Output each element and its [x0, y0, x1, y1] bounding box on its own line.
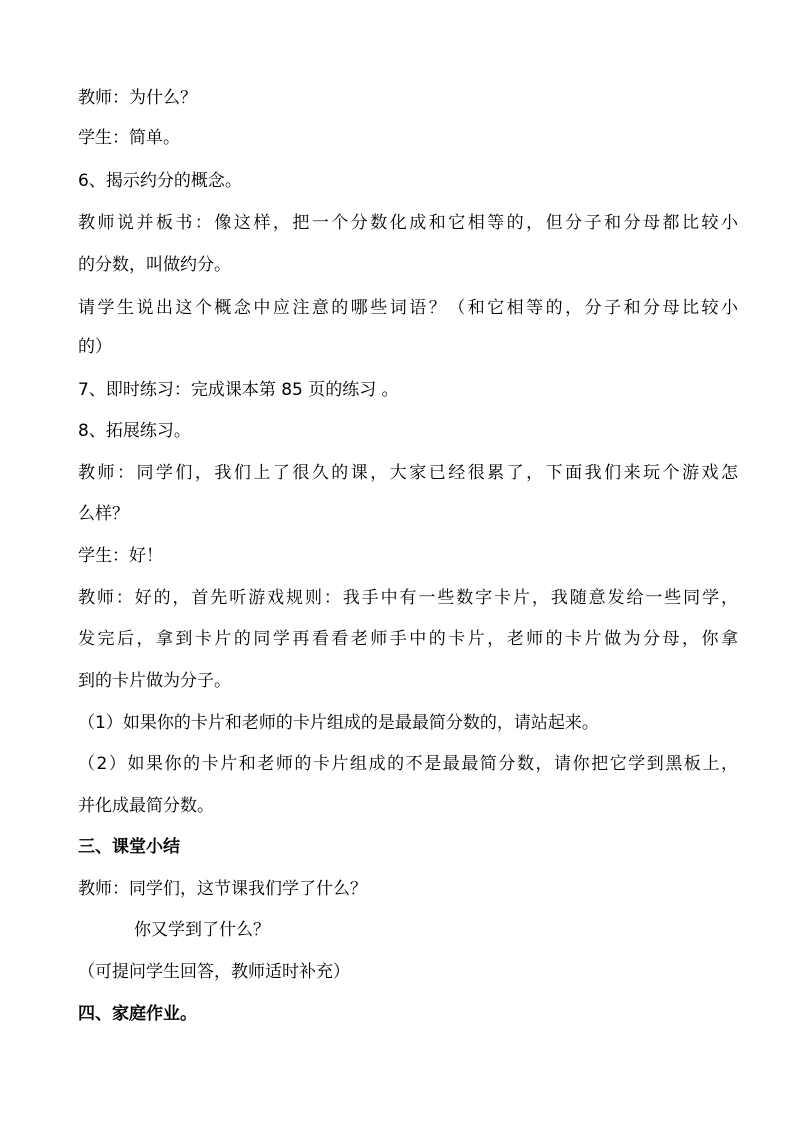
text-line: （2）如果你的卡片和老师的卡片组成的不是最最简分数，请你把它学到黑板上，	[78, 754, 738, 774]
text-line: 并化成最简分数。	[78, 796, 214, 816]
text-line: 请学生说出这个概念中应注意的哪些词语？（和它相等的，分子和分母比较小	[78, 298, 738, 318]
text-line: 学生：简单。	[78, 128, 180, 148]
text-line: 教师：同学们，我们上了很久的课，大家已经很累了，下面我们来玩个游戏怎	[78, 463, 738, 483]
text-line: 教师：为什么？	[78, 88, 197, 108]
text-line: 的分数，叫做约分。	[78, 255, 231, 275]
text-line: （1）如果你的卡片和老师的卡片组成的是最最简分数的，请站起来。	[78, 713, 599, 733]
text-line: （可提问学生回答，教师适时补充）	[78, 962, 350, 982]
text-line: 学生：好！	[78, 546, 163, 566]
section-heading: 四、家庭作业。	[78, 1004, 197, 1024]
text-line: 7、即时练习：完成课本第 85 页的练习 。	[78, 380, 399, 400]
text-line: 你又学到了什么？	[134, 920, 270, 940]
section-heading: 三、课堂小结	[78, 837, 180, 857]
text-line: 教师：好的，首先听游戏规则：我手中有一些数字卡片，我随意发给一些同学，	[78, 588, 738, 608]
text-line: 么样？	[78, 504, 129, 524]
text-line: 教师：同学们，这节课我们学了什么？	[78, 879, 367, 899]
text-line: 6、揭示约分的概念。	[78, 171, 242, 191]
text-line: 发完后，拿到卡片的同学再看看老师手中的卡片，老师的卡片做为分母，你拿	[78, 629, 738, 649]
text-line: 教师说并板书：像这样，把一个分数化成和它相等的，但分子和分母都比较小	[78, 213, 738, 233]
text-line: 到的卡片做为分子。	[78, 671, 231, 691]
text-line: 8、拓展练习。	[78, 421, 191, 441]
text-line: 的）	[78, 337, 112, 357]
